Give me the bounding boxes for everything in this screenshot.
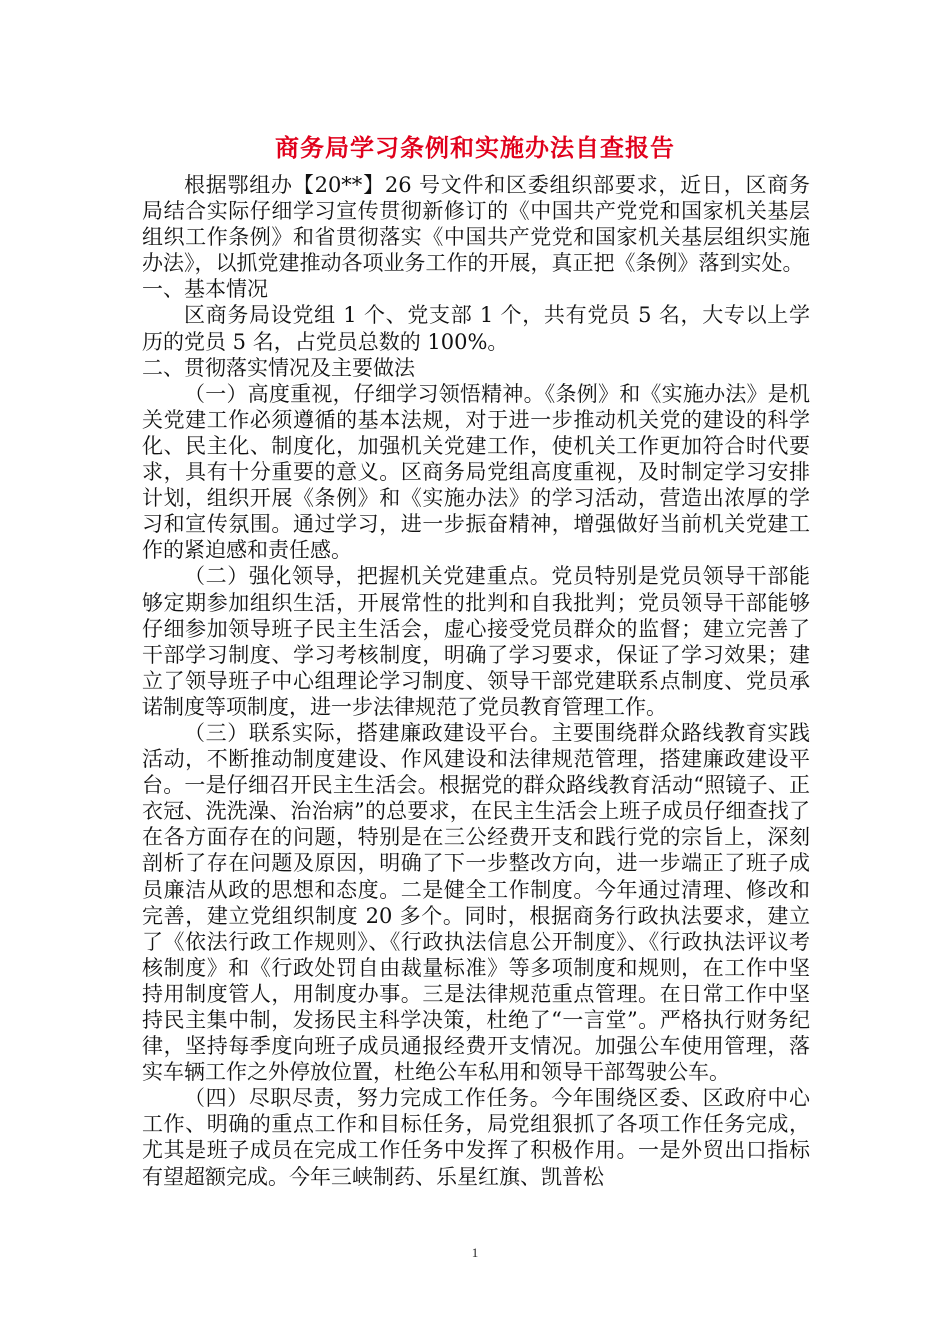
document-title: 商务局学习条例和实施办法自查报告 bbox=[275, 133, 675, 162]
paragraph-item-2: （二）强化领导，把握机关党建重点。党员特别是党员领导干部能够定期参加组织生活，开展常性的批判和自我批判；党员领导干部能够仔细参加领导班子民主生活会，虚心接受党员群众的监督；建立完善了干部学习制度、学习考核制度，明确了学习要求，保证了学习效果；建立了领导班子中心组理论学习制度、领导干部党建联系点制度、党员承诺制度等项制度，进一步法律规范了党员教育管理工作。 bbox=[142, 564, 810, 719]
section-heading-basic: 一、基本情况 bbox=[142, 277, 268, 302]
section-heading-practices: 二、贯彻落实情况及主要做法 bbox=[142, 355, 415, 380]
paragraph-basic-info: 区商务局设党组 1 个、党支部 1 个，共有党员 5 名，大专以上学历的党员 5 名，占党员总数的 100%。 bbox=[142, 303, 810, 354]
paragraph-item-3: （三）联系实际，搭建廉政建设平台。主要围绕群众路线教育实践活动，不断推动制度建设、作风建设和法律规范管理，搭建廉政建设平台。一是仔细召开民主生活会。根据党的群众路线教育活动“照镜子、正衣冠、洗洗澡、治治病”的总要求，在民主生活会上班子成员仔细查找了在各方面存在的问题，特别是在三公经费开支和践行党的宗旨上，深刻剖析了存在问题及原因，明确了下一步整改方向，进一步端正了班子成员廉洁从政的思想和态度。二是健全工作制度。今年通过清理、修改和完善，建立党组织制度 20 多个。同时，根据商务行政执法要求，建立了《依法行政工作规则》、《行政执法信息公开制度》、《行政执法评议考核制度》和《行政处罚自由裁量标准》等多项制度和规则，在工作中坚持用制度管人，用制度办事。三是法律规范重点管理。在日常工作中坚持民主集中制，发扬民主科学决策，杜绝了“一言堂”。严格执行财务纪律，坚持每季度向班子成员通报经费开支情况。加强公车使用管理，落实车辆工作之外停放位置，杜绝公车私用和领导干部驾驶公车。 bbox=[142, 720, 810, 1085]
paragraph-intro: 根据鄂组办【20**】26 号文件和区委组织部要求，近日，区商务局结合实际仔细学习宣传贯彻新修订的《中国共产党党和国家机关基层组织工作条例》和省贯彻落实《中国共产党党和国家机关基层组织实施办法》，以抓党建推动各项业务工作的开展，真正把《条例》落到实处。 bbox=[142, 173, 810, 276]
paragraph-item-1: （一）高度重视，仔细学习领悟精神。《条例》和《实施办法》是机关党建工作必须遵循的基本法规，对于进一步推动机关党的建设的科学化、民主化、制度化，加强机关党建工作，使机关工作更加符合时代要求，具有十分重要的意义。区商务局党组高度重视，及时制定学习安排计划，组织开展《条例》和《实施办法》的学习活动，营造出浓厚的学习和宣传氛围。通过学习，进一步振奋精神，增强做好当前机关党建工作的紧迫感和责任感。 bbox=[142, 381, 810, 563]
document-body bbox=[142, 172, 810, 1190]
page-number: 1 bbox=[471, 1245, 479, 1260]
paragraph-item-4: （四）尽职尽责，努力完成工作任务。今年围绕区委、区政府中心工作、明确的重点工作和目标任务，局党组狠抓了各项工作任务完成，尤其是班子成员在完成工作任务中发挥了积极作用。一是外贸出口指标有望超额完成。今年三峡制药、乐星红旗、凯普松 bbox=[142, 1086, 810, 1189]
